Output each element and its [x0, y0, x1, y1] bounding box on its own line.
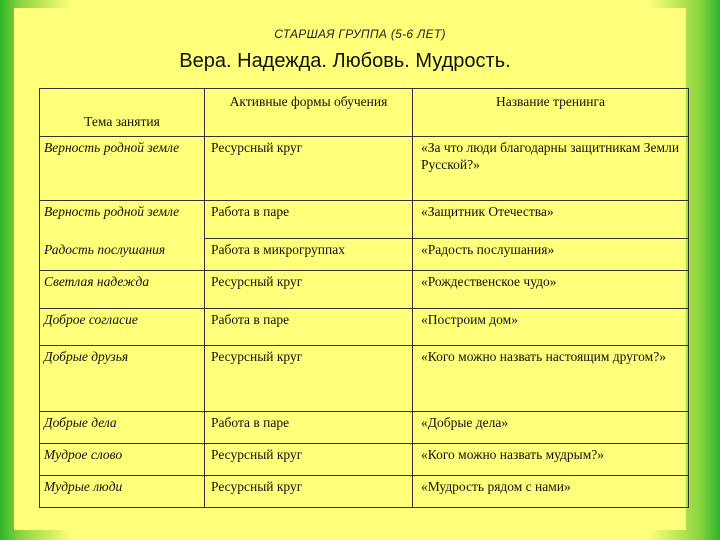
table-row	[40, 137, 689, 201]
table-row	[40, 239, 689, 271]
column-header-training: Название тренинга	[413, 89, 689, 137]
training-cell: «Радость послушания»	[413, 239, 689, 271]
table-row	[40, 309, 689, 346]
training-cell: «Защитник Отечества»	[413, 201, 689, 239]
topic-cell: Светлая надежда	[40, 271, 205, 309]
table-header-row	[40, 89, 689, 137]
training-cell: «Рождественское чудо»	[413, 271, 689, 309]
form-cell: Ресурсный круг	[205, 346, 413, 412]
column-header-topic: Тема занятия	[40, 89, 205, 137]
topic-cell: Доброе согласие	[40, 309, 205, 346]
form-cell: Работа в паре	[205, 309, 413, 346]
training-cell: «Кого можно назвать мудрым?»	[413, 444, 689, 476]
form-cell: Ресурсный круг	[205, 137, 413, 201]
form-cell: Работа в микрогруппах	[205, 239, 413, 271]
topic-cell: Добрые друзья	[40, 346, 205, 412]
form-cell: Работа в паре	[205, 201, 413, 239]
page-title: Вера. Надежда. Любовь. Мудрость.	[179, 50, 511, 72]
table-row	[40, 412, 689, 444]
group-subtitle: СТАРШАЯ ГРУППА (5-6 ЛЕТ)	[274, 27, 446, 41]
form-cell: Работа в паре	[205, 412, 413, 444]
table-row	[40, 201, 689, 239]
training-cell: «Добрые дела»	[413, 412, 689, 444]
table-row	[40, 346, 689, 412]
topic-cell: Радость послушания	[40, 239, 205, 271]
table-row	[40, 271, 689, 309]
form-cell: Ресурсный круг	[205, 476, 413, 508]
training-cell: «Мудрость рядом с нами»	[413, 476, 689, 508]
training-table	[39, 88, 689, 508]
training-cell: «Построим дом»	[413, 309, 689, 346]
table-row	[40, 444, 689, 476]
table-row	[40, 476, 689, 508]
topic-cell: Верность родной земле	[40, 201, 205, 239]
topic-cell: Мудрые люди	[40, 476, 205, 508]
topic-cell: Добрые дела	[40, 412, 205, 444]
topic-cell: Верность родной земле	[40, 137, 205, 201]
form-cell: Ресурсный круг	[205, 271, 413, 309]
form-cell: Ресурсный круг	[205, 444, 413, 476]
training-cell: «Кого можно назвать настоящим другом?»	[413, 346, 689, 412]
topic-cell: Мудрое слово	[40, 444, 205, 476]
training-cell: «За что люди благодарны защитникам Земли Русской?»	[413, 137, 689, 201]
column-header-forms: Активные формы обучения	[205, 89, 413, 137]
